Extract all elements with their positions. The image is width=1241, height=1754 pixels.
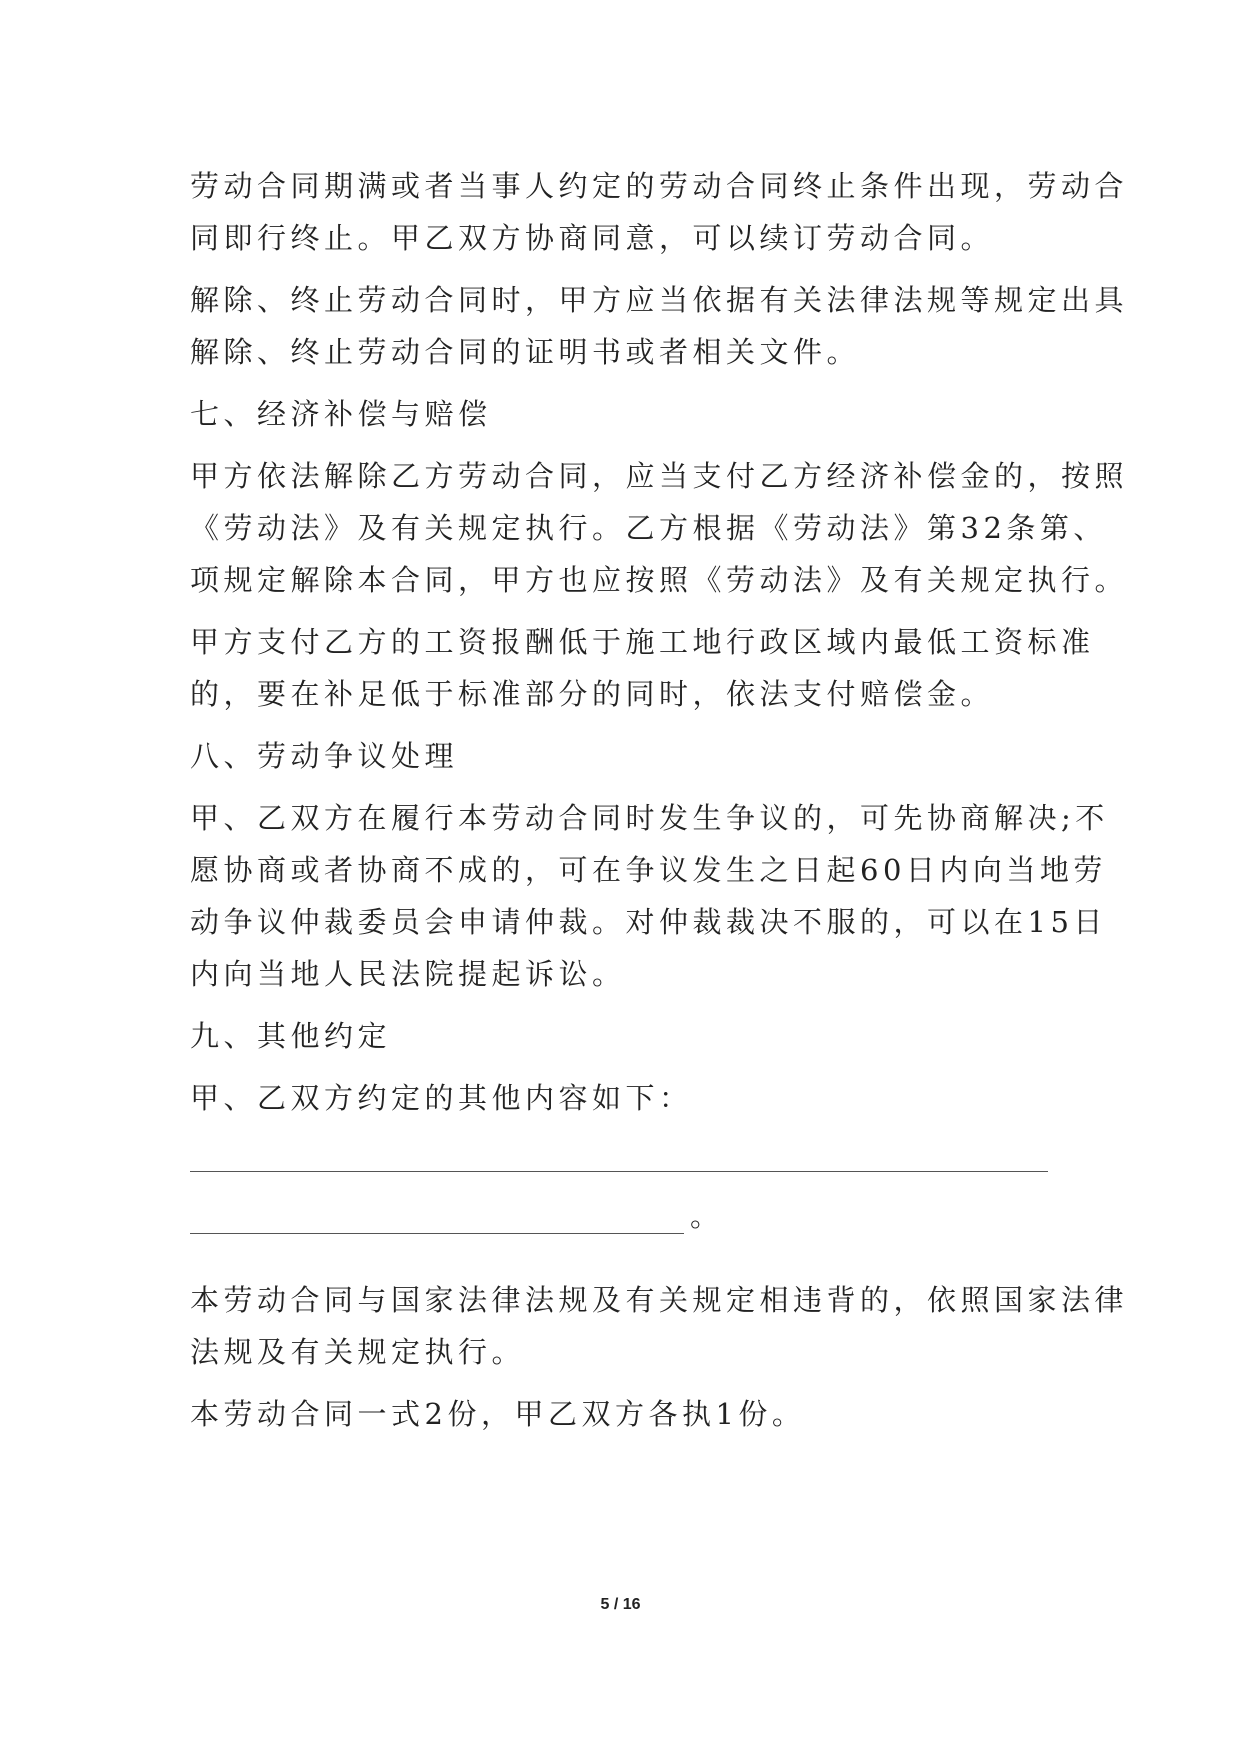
paragraph-line: 的，要在补足低于标准部分的同时，依法支付赔偿金。: [190, 677, 995, 711]
paragraph-line: 劳动合同期满或者当事人约定的劳动合同终止条件出现，劳动合: [190, 169, 1129, 203]
paragraph-line: 动争议仲裁委员会申请仲裁。对仲裁裁决不服的，可以在15日: [190, 905, 1107, 939]
page-number: 5 / 16: [600, 1596, 641, 1613]
paragraph-line: 解除、终止劳动合同时，甲方应当依据有关法律法规等规定出具: [190, 283, 1129, 317]
blank-end-mark: 。: [690, 1199, 720, 1233]
paragraph-line: 内向当地人民法院提起诉讼。: [190, 957, 626, 991]
paragraph-line: 本劳动合同与国家法律法规及有关规定相违背的，依照国家法律: [190, 1283, 1129, 1317]
paragraph-line: 《劳动法》及有关规定执行。乙方根据《劳动法》第32条第、: [190, 511, 1107, 545]
underline-rule: [190, 1233, 684, 1234]
fill-in-blank-line: [190, 1134, 1060, 1186]
paragraph-line: 甲、乙双方约定的其他内容如下：: [190, 1081, 693, 1115]
paragraph-line: 法规及有关规定执行。: [190, 1335, 526, 1369]
paragraph-line: 甲方依法解除乙方劳动合同，应当支付乙方经济补偿金的，按照: [190, 459, 1129, 493]
paragraph-line: 同即行终止。甲乙双方协商同意，可以续订劳动合同。: [190, 221, 995, 255]
section-heading-7: 七、经济补偿与赔偿: [190, 397, 492, 431]
paragraph-line: 解除、终止劳动合同的证明书或者相关文件。: [190, 335, 861, 369]
section-heading-8: 八、劳动争议处理: [190, 739, 459, 773]
paragraph-line: 甲方支付乙方的工资报酬低于施工地行政区域内最低工资标准: [190, 625, 1095, 659]
paragraph-line: 甲、乙双方在履行本劳动合同时发生争议的，可先协商解决;不: [190, 801, 1109, 835]
document-body: [190, 160, 1129, 1440]
paragraph-line: 本劳动合同一式2份，甲乙双方各执1份。: [190, 1397, 806, 1431]
paragraph-line: 项规定解除本合同，甲方也应按照《劳动法》及有关规定执行。: [190, 563, 1129, 597]
paragraph-line: 愿协商或者协商不成的，可在争议发生之日起60日内向当地劳: [190, 853, 1107, 887]
underline-rule: [190, 1171, 1048, 1172]
fill-in-blank-line: [190, 1196, 1060, 1248]
section-heading-9: 九、其他约定: [190, 1019, 392, 1053]
